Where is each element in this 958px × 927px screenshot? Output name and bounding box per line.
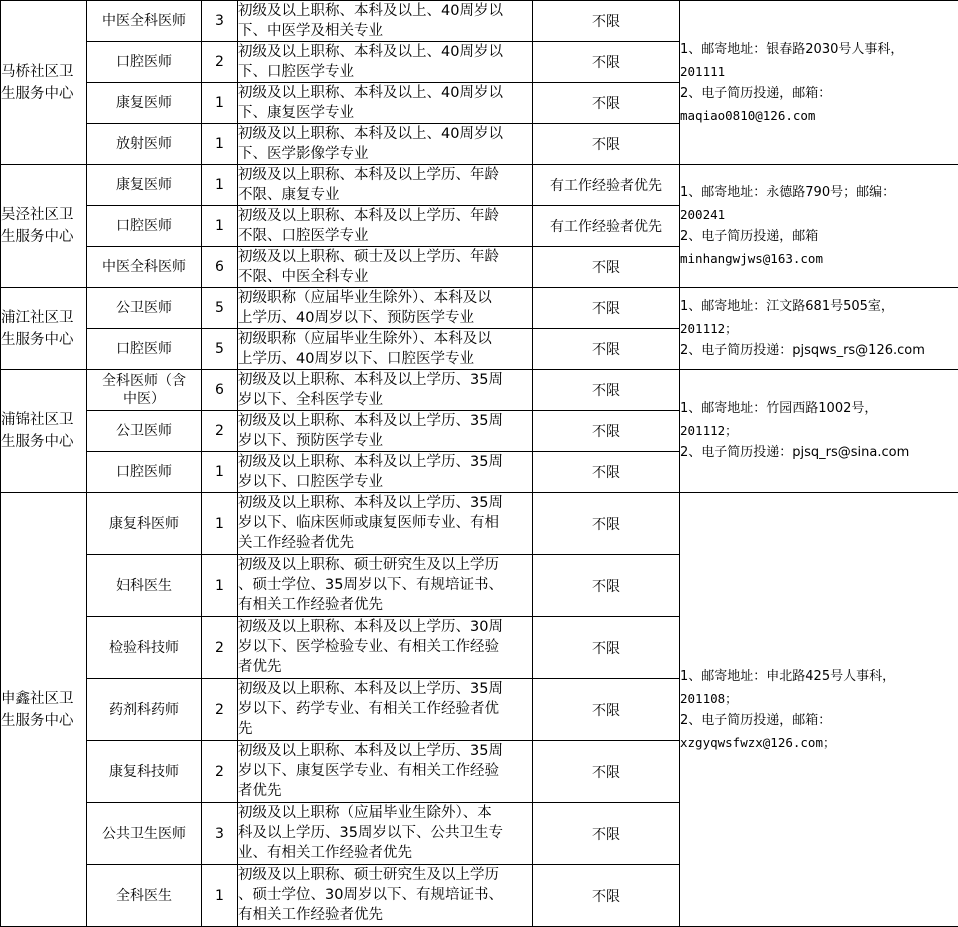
position-name-line: 中医） bbox=[87, 390, 201, 408]
table-row bbox=[1, 370, 958, 411]
center-name: 生服务中心 bbox=[1, 226, 86, 248]
requirement-line: 下、医学影像学专业 bbox=[238, 144, 532, 164]
requirement-line: 先 bbox=[238, 719, 532, 739]
requirement-cell bbox=[238, 124, 533, 165]
other-requirement-cell: 不限 bbox=[533, 247, 680, 288]
headcount-cell: 3 bbox=[202, 1, 238, 42]
requirement-line: 下、中医学及相关专业 bbox=[238, 21, 532, 41]
contact-line: xzgyqwsfwzx@126.com； bbox=[680, 732, 958, 754]
other-requirement-cell: 有工作经验者优先 bbox=[533, 165, 680, 206]
requirement-cell bbox=[238, 741, 533, 803]
requirement-line: 科及以上学历、35周岁以下、公共卫生专 bbox=[238, 823, 532, 843]
position-name: 口腔医师 bbox=[116, 464, 172, 480]
requirement-line: 初级及以上职称、本科及以上、40周岁以 bbox=[238, 42, 532, 62]
requirement-line: 岁以下、临床医师或康复医师专业、有相 bbox=[238, 513, 532, 533]
position-cell bbox=[87, 493, 202, 555]
table-row bbox=[1, 493, 958, 555]
requirement-line: 不限、康复专业 bbox=[238, 185, 532, 205]
requirement-cell bbox=[238, 452, 533, 493]
contact-line: 1、邮寄地址：申北路425号人事科， bbox=[680, 666, 958, 688]
contact-line: 2、电子简历投递：pjsqws_rs@126.com bbox=[680, 340, 958, 362]
requirement-line: 岁以下、全科医学专业 bbox=[238, 390, 532, 410]
center-name: 浦江社区卫 bbox=[1, 307, 86, 329]
headcount-cell: 1 bbox=[202, 452, 238, 493]
position-cell bbox=[87, 1, 202, 42]
contact-line: minhangwjws@163.com bbox=[680, 248, 958, 270]
center-name: 生服务中心 bbox=[1, 329, 86, 351]
requirement-line: 、硕士学位、35周岁以下、有规培证书、 bbox=[238, 575, 532, 595]
position-cell bbox=[87, 288, 202, 329]
headcount-cell: 6 bbox=[202, 247, 238, 288]
other-requirement-cell: 不限 bbox=[533, 865, 680, 927]
contact-line: 200241 bbox=[680, 204, 958, 226]
requirement-line: 初级及以上职称、本科及以上学历、35周 bbox=[238, 411, 532, 431]
other-requirement-cell: 有工作经验者优先 bbox=[533, 206, 680, 247]
position-name: 康复科技师 bbox=[109, 764, 179, 780]
requirement-cell bbox=[238, 411, 533, 452]
headcount-cell: 1 bbox=[202, 165, 238, 206]
headcount-cell: 1 bbox=[202, 493, 238, 555]
requirement-line: 初级职称（应届毕业生除外）、本科及以 bbox=[238, 288, 532, 308]
contact-cell bbox=[680, 165, 958, 288]
center-name-cell bbox=[1, 1, 87, 165]
contact-cell bbox=[680, 288, 958, 370]
requirement-cell bbox=[238, 288, 533, 329]
requirement-line: 初级及以上职称、本科及以上学历、35周 bbox=[238, 370, 532, 390]
position-cell bbox=[87, 124, 202, 165]
other-requirement-cell: 不限 bbox=[533, 803, 680, 865]
other-requirement-cell: 不限 bbox=[533, 1, 680, 42]
position-name: 公卫医师 bbox=[116, 300, 172, 316]
position-name: 妇科医生 bbox=[116, 578, 172, 594]
requirement-cell bbox=[238, 865, 533, 927]
center-name-cell bbox=[1, 288, 87, 370]
requirement-cell bbox=[238, 617, 533, 679]
requirement-line: 岁以下、口腔医学专业 bbox=[238, 472, 532, 492]
requirement-line: 初级及以上职称、本科及以上学历、年龄 bbox=[238, 206, 532, 226]
requirement-line: 岁以下、预防医学专业 bbox=[238, 431, 532, 451]
position-name: 中医全科医师 bbox=[102, 259, 186, 275]
center-name: 吴泾社区卫 bbox=[1, 204, 86, 226]
contact-line: 201112； bbox=[680, 318, 958, 340]
contact-line: 201108； bbox=[680, 688, 958, 710]
position-name: 检验科技师 bbox=[109, 640, 179, 656]
position-name: 公共卫生医师 bbox=[102, 826, 186, 842]
other-requirement-cell: 不限 bbox=[533, 370, 680, 411]
contact-line: 201111 bbox=[680, 61, 958, 83]
requirement-line: 初级及以上职称、本科及以上学历、年龄 bbox=[238, 165, 532, 185]
other-requirement-cell: 不限 bbox=[533, 124, 680, 165]
position-cell bbox=[87, 370, 202, 411]
headcount-cell: 1 bbox=[202, 124, 238, 165]
position-cell bbox=[87, 803, 202, 865]
requirement-cell bbox=[238, 679, 533, 741]
center-name: 浦锦社区卫 bbox=[1, 409, 86, 431]
headcount-cell: 2 bbox=[202, 42, 238, 83]
position-cell bbox=[87, 452, 202, 493]
requirement-cell bbox=[238, 165, 533, 206]
center-name-cell bbox=[1, 165, 87, 288]
headcount-cell: 3 bbox=[202, 803, 238, 865]
position-name: 全科医生 bbox=[116, 888, 172, 904]
requirement-line: 初级及以上职称、本科及以上学历、35周 bbox=[238, 741, 532, 761]
table-row bbox=[1, 1, 958, 42]
requirement-cell bbox=[238, 206, 533, 247]
requirement-line: 有相关工作经验者优先 bbox=[238, 595, 532, 615]
other-requirement-cell: 不限 bbox=[533, 288, 680, 329]
position-name: 药剂科药师 bbox=[109, 702, 179, 718]
requirement-line: 下、康复医学专业 bbox=[238, 103, 532, 123]
other-requirement-cell: 不限 bbox=[533, 452, 680, 493]
table-row bbox=[1, 288, 958, 329]
center-name: 申鑫社区卫 bbox=[1, 688, 86, 710]
position-cell bbox=[87, 83, 202, 124]
requirement-line: 岁以下、药学专业、有相关工作经验者优 bbox=[238, 699, 532, 719]
table-row bbox=[1, 165, 958, 206]
center-name: 生服务中心 bbox=[1, 431, 86, 453]
contact-line: 1、邮寄地址：江文路681号505室， bbox=[680, 296, 958, 318]
center-name: 马桥社区卫 bbox=[1, 61, 86, 83]
position-cell bbox=[87, 42, 202, 83]
other-requirement-cell: 不限 bbox=[533, 83, 680, 124]
other-requirement-cell: 不限 bbox=[533, 617, 680, 679]
position-name: 口腔医师 bbox=[116, 341, 172, 357]
position-name: 康复科医师 bbox=[109, 516, 179, 532]
other-requirement-cell: 不限 bbox=[533, 329, 680, 370]
center-name: 生服务中心 bbox=[1, 710, 86, 732]
other-requirement-cell: 不限 bbox=[533, 42, 680, 83]
requirement-cell bbox=[238, 329, 533, 370]
position-cell bbox=[87, 679, 202, 741]
position-name: 康复医师 bbox=[116, 95, 172, 111]
requirement-cell bbox=[238, 493, 533, 555]
requirement-line: 上学历、40周岁以下、预防医学专业 bbox=[238, 308, 532, 328]
requirement-line: 不限、口腔医学专业 bbox=[238, 226, 532, 246]
other-requirement-cell: 不限 bbox=[533, 493, 680, 555]
requirement-line: 初级及以上职称、本科及以上学历、35周 bbox=[238, 452, 532, 472]
requirement-cell bbox=[238, 42, 533, 83]
requirement-cell bbox=[238, 803, 533, 865]
requirement-line: 者优先 bbox=[238, 781, 532, 801]
contact-cell bbox=[680, 370, 958, 493]
other-requirement-cell: 不限 bbox=[533, 679, 680, 741]
requirement-line: 初级及以上职称、硕士及以上学历、年龄 bbox=[238, 247, 532, 267]
requirement-cell bbox=[238, 247, 533, 288]
requirement-cell bbox=[238, 1, 533, 42]
requirement-line: 初级职称（应届毕业生除外）、本科及以 bbox=[238, 329, 532, 349]
headcount-cell: 2 bbox=[202, 411, 238, 452]
headcount-cell: 1 bbox=[202, 555, 238, 617]
requirement-line: 岁以下、医学检验专业、有相关工作经验 bbox=[238, 637, 532, 657]
position-name: 口腔医师 bbox=[116, 218, 172, 234]
contact-line: 2、电子简历投递：pjsq_rs@sina.com bbox=[680, 442, 958, 464]
contact-line: 1、邮寄地址：竹园西路1002号， bbox=[680, 398, 958, 420]
requirement-line: 初级及以上职称、本科及以上学历、35周 bbox=[238, 493, 532, 513]
requirement-line: 初级及以上职称、硕士研究生及以上学历 bbox=[238, 865, 532, 885]
position-cell bbox=[87, 206, 202, 247]
requirement-line: 初级及以上职称、本科及以上、40周岁以 bbox=[238, 124, 532, 144]
position-cell bbox=[87, 741, 202, 803]
requirement-line: 业、有相关工作经验者优先 bbox=[238, 843, 532, 863]
requirement-line: 上学历、40周岁以下、口腔医学专业 bbox=[238, 349, 532, 369]
requirement-line: 初级及以上职称（应届毕业生除外）、本 bbox=[238, 803, 532, 823]
position-name: 康复医师 bbox=[116, 177, 172, 193]
requirement-line: 初级及以上职称、本科及以上、40周岁以 bbox=[238, 83, 532, 103]
headcount-cell: 2 bbox=[202, 679, 238, 741]
position-cell bbox=[87, 247, 202, 288]
contact-cell bbox=[680, 1, 958, 165]
requirement-line: 、硕士学位、30周岁以下、有规培证书、 bbox=[238, 885, 532, 905]
contact-line: 1、邮寄地址：银春路2030号人事科， bbox=[680, 39, 958, 61]
requirement-line: 有相关工作经验者优先 bbox=[238, 905, 532, 925]
position-name: 口腔医师 bbox=[116, 54, 172, 70]
position-cell bbox=[87, 865, 202, 927]
headcount-cell: 1 bbox=[202, 83, 238, 124]
headcount-cell: 2 bbox=[202, 741, 238, 803]
requirement-line: 初级及以上职称、硕士研究生及以上学历 bbox=[238, 555, 532, 575]
requirement-cell bbox=[238, 555, 533, 617]
contact-line: 2、电子简历投递，邮箱 bbox=[680, 226, 958, 248]
requirement-line: 初级及以上职称、本科及以上、40周岁以 bbox=[238, 1, 532, 21]
requirement-cell bbox=[238, 83, 533, 124]
position-cell bbox=[87, 555, 202, 617]
position-name: 放射医师 bbox=[116, 136, 172, 152]
requirement-cell bbox=[238, 370, 533, 411]
position-cell bbox=[87, 329, 202, 370]
headcount-cell: 5 bbox=[202, 288, 238, 329]
requirement-line: 不限、中医全科专业 bbox=[238, 267, 532, 287]
headcount-cell: 1 bbox=[202, 206, 238, 247]
position-name: 中医全科医师 bbox=[102, 13, 186, 29]
contact-cell bbox=[680, 493, 958, 927]
other-requirement-cell: 不限 bbox=[533, 411, 680, 452]
headcount-cell: 6 bbox=[202, 370, 238, 411]
requirement-line: 岁以下、康复医学专业、有相关工作经验 bbox=[238, 761, 532, 781]
position-name: 公卫医师 bbox=[116, 423, 172, 439]
contact-line: maqiao0810@126.com bbox=[680, 105, 958, 127]
requirement-line: 关工作经验者优先 bbox=[238, 533, 532, 553]
contact-line: 1、邮寄地址：永德路790号；邮编： bbox=[680, 182, 958, 204]
contact-line: 201112； bbox=[680, 420, 958, 442]
center-name-cell bbox=[1, 370, 87, 493]
requirement-line: 初级及以上职称、本科及以上学历、35周 bbox=[238, 679, 532, 699]
headcount-cell: 1 bbox=[202, 865, 238, 927]
position-cell bbox=[87, 411, 202, 452]
other-requirement-cell: 不限 bbox=[533, 555, 680, 617]
center-name-cell bbox=[1, 493, 87, 927]
contact-line: 2、电子简历投递，邮箱： bbox=[680, 83, 958, 105]
headcount-cell: 5 bbox=[202, 329, 238, 370]
other-requirement-cell: 不限 bbox=[533, 741, 680, 803]
position-name-line: 全科医师（含 bbox=[87, 372, 201, 390]
requirement-line: 者优先 bbox=[238, 657, 532, 677]
position-cell bbox=[87, 165, 202, 206]
position-cell bbox=[87, 617, 202, 679]
headcount-cell: 2 bbox=[202, 617, 238, 679]
requirement-line: 初级及以上职称、本科及以上学历、30周 bbox=[238, 617, 532, 637]
requirement-line: 下、口腔医学专业 bbox=[238, 62, 532, 82]
center-name: 生服务中心 bbox=[1, 83, 86, 105]
contact-line: 2、电子简历投递，邮箱： bbox=[680, 710, 958, 732]
table-body bbox=[1, 1, 958, 927]
